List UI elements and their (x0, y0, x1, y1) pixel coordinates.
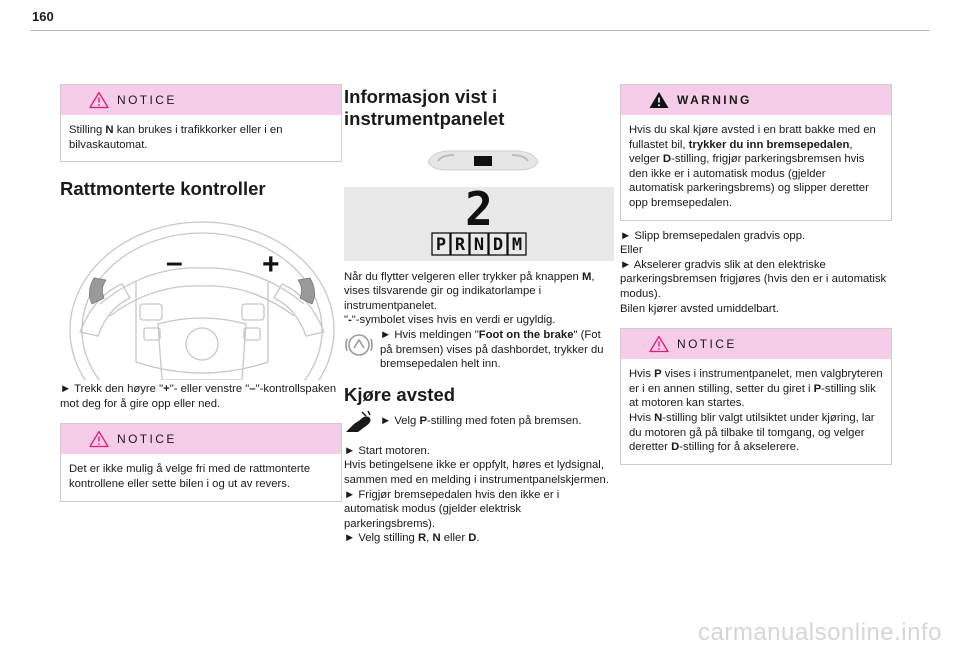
notice-body (61, 115, 341, 161)
warning-body (621, 115, 891, 220)
warning-triangle-icon (89, 430, 109, 448)
section-heading: Kjøre avsted (344, 383, 456, 405)
notice-body (621, 359, 891, 464)
notice-box-3 (620, 328, 892, 465)
warning-header (621, 85, 891, 115)
paragraph: "-"-symbolet vises hvis en verdi er ugyldig. (344, 314, 556, 327)
column-2 (344, 84, 614, 546)
column-3 (620, 84, 892, 465)
gear-display (344, 187, 614, 261)
notice-header (621, 329, 891, 359)
notice-box-2 (60, 423, 342, 501)
notice-text: Hvis N-stilling blir valgt utilsiktet under kjøring, lar du motoren gå på tilbake til tomgang, og velger deretter D-stilling for å akselerere. (629, 411, 878, 454)
gear-number: 2 (465, 188, 493, 236)
warning-triangle-icon (89, 91, 109, 109)
minus-paddle-label: – (166, 246, 183, 280)
top-rule (30, 30, 930, 31)
warning-box (620, 84, 892, 221)
notice-text: Hvis P vises i instrumentpanelet, men valgbryteren er i en annen stilling, setter du giret i P-stilling slik at motoren kan startes. (629, 368, 886, 410)
paragraph: ► Slipp bremsepedalen gradvis opp. (620, 229, 806, 242)
paragraph: ► Velg stilling R, N eller D. (344, 532, 480, 545)
notice-text: Det er ikke mulig å velge fri med de rattmonterte kontrollene eller sette bilen i og ut av revers. (69, 463, 314, 490)
notice-header (61, 85, 341, 115)
watermark: carmanualsonline.info (698, 619, 942, 647)
gear-letter-n: N (473, 234, 485, 255)
notice-title: NOTICE (677, 337, 737, 352)
foot-on-pedal-icon (344, 410, 374, 434)
gear-letter-m: M (511, 234, 523, 255)
column-1 (60, 84, 342, 502)
gear-letter-d: D (492, 234, 504, 255)
notice-body (61, 454, 341, 500)
instrument-cluster-icon (424, 148, 542, 172)
page-number: 160 (32, 9, 54, 24)
paragraph: ► Akselerer gradvis slik at den elektriske parkeringsbremsen frigjøres (hvis den er i automatisk modus). (620, 258, 890, 300)
foot-on-brake-row (344, 328, 614, 372)
plus-paddle-label: + (262, 248, 280, 282)
paragraph: ► Velg P-stilling med foten på bremsen. (380, 414, 582, 427)
gear-indicator-icon (429, 189, 529, 259)
paragraph: ► Frigjør bremsepedalen hvis den ikke er i automatisk modus (gjelder elektrisk parkeringsbrems). (344, 488, 563, 530)
gear-letter-p: P (435, 234, 447, 255)
notice-text: Stilling N kan brukes i trafikkorker eller i en bilvaskautomat. (69, 124, 286, 151)
paragraph: ► Hvis meldingen "Foot on the brake" (Fot på bremsen) vises på dashbordet, trykker du bremsepedalen helt inn. (380, 328, 607, 371)
notice-title: NOTICE (117, 432, 177, 447)
steering-wheel-illustration (60, 212, 342, 380)
gear-letter-r: R (454, 234, 466, 255)
select-p-row (344, 410, 614, 434)
warning-triangle-filled-icon (649, 91, 669, 109)
notice-title: NOTICE (117, 93, 177, 107)
paragraph: Hvis betingelsene ikke er oppfylt, høres et lydsignal, sammen med en melding i instrumentpanelskjermen. (344, 459, 609, 486)
section-heading: Informasjon vist i instrumentpanelet (344, 86, 505, 129)
paddle-instruction: ► Trekk den høyre "+"- eller venstre "–"-kontrollspaken mot deg for å gire opp eller ned. (60, 383, 340, 410)
brake-pedal-warning-icon (344, 330, 374, 360)
paragraph: Når du flytter velgeren eller trykker på knappen M, vises tilsvarende gir og indikatorlampe i instrumentpanelet. (344, 270, 598, 312)
warning-title: WARNING (677, 93, 752, 107)
steering-wheel-icon (66, 212, 336, 380)
paragraph: Bilen kjører avsted umiddelbart. (620, 302, 779, 315)
paragraph: Eller (620, 244, 643, 257)
warning-text: Hvis du skal kjøre avsted i en bratt bakke med en fullastet bil, trykker du inn bremsepedalen, velger D-stilling, frigjør parkeringsbremsen hvis den ikke er i automatisk modus (gjelder automatisk parkeringsbrems) og slipper deretter opp bremsepedalen. (629, 124, 879, 209)
notice-header (61, 424, 341, 454)
notice-box (60, 84, 342, 162)
section-heading: Rattmonterte kontroller (60, 178, 266, 200)
paragraph: ► Start motoren. (344, 444, 430, 457)
warning-triangle-icon (649, 335, 669, 353)
